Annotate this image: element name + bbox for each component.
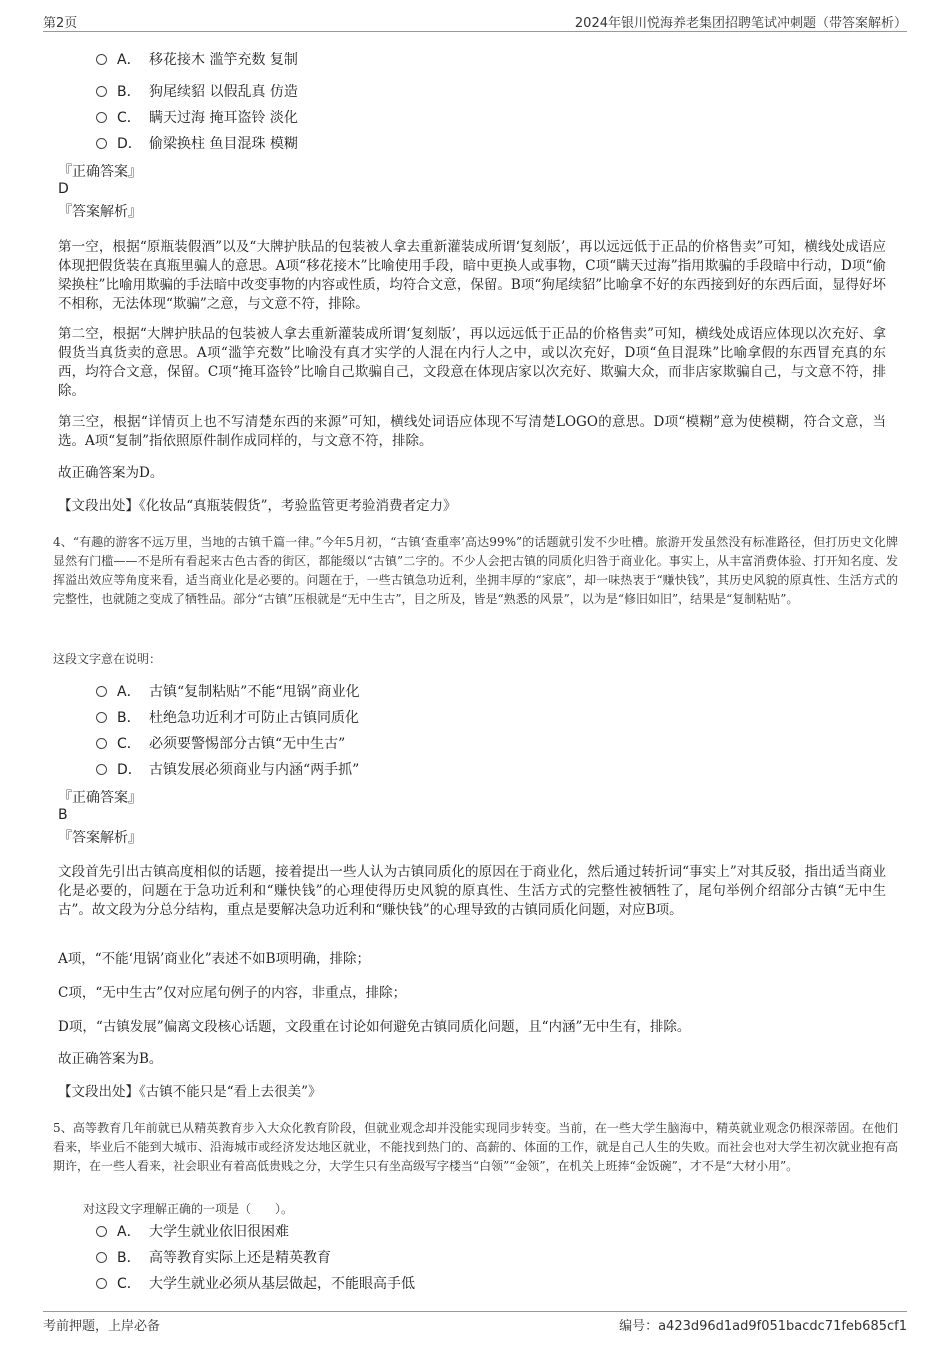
radio-icon[interactable] xyxy=(96,1252,107,1263)
q3-option-b[interactable]: B． 狗尾续貂 以假乱真 仿造 xyxy=(96,83,298,101)
footer-slogan: 考前押题，上岸必备 xyxy=(43,1319,161,1334)
q5-option-a[interactable]: A． 大学生就业依旧很困难 xyxy=(96,1223,289,1241)
q4-option-d[interactable]: D． 古镇发展必须商业与内涵“两手抓” xyxy=(96,761,359,779)
page-number: 第2页 xyxy=(43,16,78,31)
q4-option-c[interactable]: C． 必须要警惕部分古镇“无中生古” xyxy=(96,735,345,753)
q5-option-b[interactable]: B． 高等教育实际上还是精英教育 xyxy=(96,1249,331,1267)
q3-analysis-para: 第二空，根据“大牌护肤品的包装被人拿去重新灌装成所谓‘复刻版’，再以远远低于正品的价格售卖”可知，横线处成语应体现以次充好、拿假货当真货卖的意思。A项“滥竽充数”比喻没有真才实学的人混在内行人之中，或以次充好，D项“鱼目混珠”比喻拿假的东西冒充真的东西，均符合文意，保留。C项“掩耳盗铃”比喻自己欺骗自己，文段意在体现店家以次充好、欺骗大众，而非店家欺骗自己，与文意不符，排除。 xyxy=(58,326,886,399)
radio-icon[interactable] xyxy=(96,86,107,97)
q4-option-a[interactable]: A． 古镇“复制粘贴”不能“甩锅”商业化 xyxy=(96,683,360,701)
radio-icon[interactable] xyxy=(96,686,107,697)
radio-icon[interactable] xyxy=(96,54,107,65)
q4-conclusion: 故正确答案为B。 xyxy=(58,1051,163,1067)
analysis-label: 『答案解析』 xyxy=(58,830,142,846)
analysis-label: 『答案解析』 xyxy=(58,204,142,220)
q3-analysis-para: 第一空，根据“原瓶装假酒”以及“大牌护肤品的包装被人拿去重新灌装成所谓‘复刻版’，再以远远低于正品的价格售卖”可知，横线处成语应体现把假货装在真瓶里骗人的意思。A项“移花接木”比喻使用手段，暗中更换人或事物，C项“瞒天过海”指用欺骗的手段暗中行动，D项“偷梁换柱”比喻用欺骗的手法暗中改变事物的内容或性质，均符合文意，保留。B项“狗尾续貂”比喻拿不好的东西接到好的东西后面，显得好坏不相称，无法体现“欺骗”之意，与文意不符，排除。 xyxy=(58,239,886,312)
radio-icon[interactable] xyxy=(96,1226,107,1237)
q4-option-b[interactable]: B． 杜绝急功近利才可防止古镇同质化 xyxy=(96,709,359,727)
page-footer xyxy=(43,1311,907,1334)
radio-icon[interactable] xyxy=(96,738,107,749)
q3-option-d[interactable]: D． 偷梁换柱 鱼目混珠 模糊 xyxy=(96,135,298,153)
q3-conclusion: 故正确答案为D。 xyxy=(58,465,164,481)
document-title: 2024年银川悦海养老集团招聘笔试冲刺题（带答案解析） xyxy=(574,16,907,31)
q4-analysis-para: C项，“无中生古”仅对应尾句例子的内容，非重点，排除； xyxy=(58,985,407,1001)
answer-label: 『正确答案』 xyxy=(58,164,142,180)
q4-stem: 4、“有趣的游客不远万里，当地的古镇千篇一律。”今年5月初，“古镇‘查重率’高达99%”的话题就引发不少吐槽。旅游开发虽然没有标准路径，但打历史文化牌显然有门槛——不是所有看起来古色古香的街区，都能缀以“古镇”二字的。不少人会把古镇的同质化归咎于商业化。事实上，从丰富消费体验、打开知名度、发挥溢出效应等角度来看，适当商业化是必要的。问题在于，一些古镇急功近利，坐拥丰厚的“家底”，却一味热衷于“赚快钱”，其历史风貌的原真性、生活方式的完整性，也就随之变成了牺牲品。部分“古镇”压根就是“无中生古”，目之所及，皆是“熟悉的风景”，以为是“修旧如旧”，结果是“复制粘贴”。 xyxy=(53,535,898,606)
q5-option-c[interactable]: C． 大学生就业必须从基层做起，不能眼高手低 xyxy=(96,1275,415,1293)
radio-icon[interactable] xyxy=(96,712,107,723)
radio-icon[interactable] xyxy=(96,1278,107,1289)
q5-stem: 5、高等教育几年前就已从精英教育步入大众化教育阶段，但就业观念却并没能实现同步转变。当前，在一些大学生脑海中，精英就业观念仍根深蒂固。在他们看来，毕业后不能到大城市、沿海城市或经济发达地区就业，不能找到热门的、高薪的、体面的工作，就是自己人生的失败。而社会也对大学生初次就业抱有高期许，在一些人看来，社会职业有着高低贵贱之分，大学生只有坐高级写字楼当“白领”“金领”，在机关上班捧“金饭碗”，才不是“大材小用”。 xyxy=(53,1121,898,1173)
q3-answer: D xyxy=(58,181,69,197)
radio-icon[interactable] xyxy=(96,112,107,123)
document-code: 编号：a423d96d1ad9f051bacdc71feb685cf1 xyxy=(619,1319,907,1334)
answer-label: 『正确答案』 xyxy=(58,790,142,806)
q3-option-c[interactable]: C． 瞒天过海 掩耳盗铃 淡化 xyxy=(96,109,298,127)
q4-answer: B xyxy=(58,807,68,823)
q5-prompt: 对这段文字理解正确的一项是（ ）。 xyxy=(83,1202,294,1216)
radio-icon[interactable] xyxy=(96,138,107,149)
q3-option-a[interactable]: A． 移花接木 滥竽充数 复制 xyxy=(96,51,298,69)
q4-analysis-para: A项，“不能‘甩锅’商业化”表述不如B项明确，排除； xyxy=(58,951,371,967)
q4-analysis-para: D项，“古镇发展”偏离文段核心话题，文段重在讨论如何避免古镇同质化问题，且“内涵”无中生有，排除。 xyxy=(58,1019,691,1035)
q3-analysis-para: 第三空，根据“详情页上也不写清楚东西的来源”可知，横线处词语应体现不写清楚LOGO的意思。D项“模糊”意为使模糊，符合文意，当选。A项“复制”指依照原件制作成同样的，与文意不符，排除。 xyxy=(58,414,886,449)
q4-prompt: 这段文字意在说明： xyxy=(53,652,162,666)
q4-source: 【文段出处】《古镇不能只是“看上去很美”》 xyxy=(58,1084,322,1100)
page-header xyxy=(43,9,907,32)
radio-icon[interactable] xyxy=(96,764,107,775)
q4-analysis-para: 文段首先引出古镇高度相似的话题，接着提出一些人认为古镇同质化的原因在于商业化，然后通过转折词“事实上”对其反驳，指出适当商业化是必要的，问题在于急功近利和“赚快钱”的心理使得历史风貌的原真性、生活方式的完整性被牺牲了，尾句举例介绍部分古镇“无中生古”。故文段为分总分结构，重点是要解决急功近利和“赚快钱”的心理导致的古镇同质化问题，对应B项。 xyxy=(58,864,886,918)
q3-source: 【文段出处】《化妆品“真瓶装假货”，考验监管更考验消费者定力》 xyxy=(58,498,457,514)
